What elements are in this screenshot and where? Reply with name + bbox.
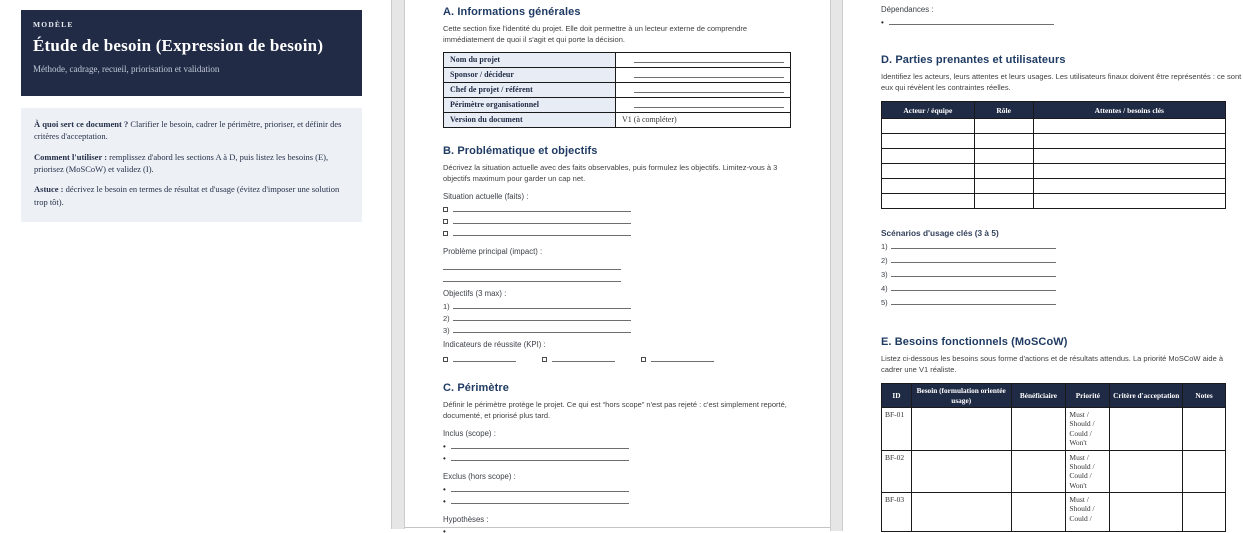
bullet-fill-line[interactable] <box>443 495 792 507</box>
fill-line[interactable] <box>552 353 615 362</box>
numbered-fill-line[interactable]: 2) <box>881 254 1243 268</box>
fill-line[interactable] <box>889 16 1054 25</box>
section-e-heading: E. Besoins fonctionnels (MoSCoW) <box>881 335 1068 348</box>
checkbox-icon[interactable] <box>641 357 646 362</box>
need-id-cell: BF-01 <box>882 408 912 451</box>
bullet-fill-line[interactable] <box>443 525 792 533</box>
empty-cell[interactable] <box>1033 119 1225 134</box>
table-row <box>444 82 791 97</box>
info-paragraph: Comment l'utiliser : remplissez d'abord les sections A à D, puis listez les besoins (E), priorisez (MoSCoW) et validez (I). <box>34 151 329 174</box>
empty-cell[interactable] <box>974 149 1033 164</box>
cover-header-banner <box>21 10 362 96</box>
fill-line[interactable] <box>451 483 629 492</box>
fill-line[interactable] <box>451 525 629 533</box>
fill-line[interactable] <box>634 69 784 78</box>
general-info-table <box>443 52 791 128</box>
table-row <box>444 112 791 127</box>
field-label-cell: Chef de projet / référent <box>444 82 616 97</box>
column-header: Rôle <box>974 102 1033 119</box>
fill-line[interactable] <box>891 254 1056 263</box>
fill-line[interactable] <box>451 452 629 461</box>
section-b-description: Décrivez la situation actuelle avec des faits observables, puis formulez les objectifs. Limitez-vous à 3 objectifs maximum pour garder un cap net. <box>443 162 778 183</box>
bullet-fill-line[interactable] <box>443 440 792 452</box>
kpi-fill-row <box>443 353 792 365</box>
column-header: Bénéficiaire <box>1011 384 1066 408</box>
info-paragraph: Astuce : décrivez le besoin en termes de résultat et d'usage (évitez d'imposer une solution trop tôt). <box>34 184 340 207</box>
page-gap <box>391 0 405 529</box>
numbered-fill-line[interactable]: 5) <box>881 296 1243 310</box>
functional-needs-table <box>881 383 1226 532</box>
priority-cell[interactable]: Must / Should / Could / Won't <box>1066 408 1110 451</box>
checkbox-fill-line[interactable] <box>542 353 615 365</box>
table-row <box>882 408 1226 451</box>
numbered-fill-line[interactable]: 1) <box>881 240 1243 254</box>
cover-kicker: MODÈLE <box>33 20 74 29</box>
empty-cell[interactable] <box>1183 493 1226 532</box>
info-paragraph: À quoi sert ce document ? Clarifier le besoin, cadrer le périmètre, prioriser, et définir des critères d'acceptation. <box>34 119 342 142</box>
checkbox-fill-line[interactable] <box>443 203 792 215</box>
fill-line[interactable] <box>634 54 784 63</box>
checkbox-icon[interactable] <box>443 231 448 236</box>
fill-line[interactable] <box>453 215 631 224</box>
column-header: ID <box>882 384 912 408</box>
field-value-cell[interactable] <box>616 97 791 112</box>
checkbox-fill-line[interactable] <box>443 215 792 227</box>
table-header-row <box>882 102 1226 119</box>
empty-cell[interactable] <box>974 179 1033 194</box>
fill-line[interactable] <box>451 495 629 504</box>
field-label-cell: Nom du projet <box>444 52 616 67</box>
empty-cell[interactable] <box>1033 134 1225 149</box>
bullet-fill-line[interactable] <box>881 16 1243 28</box>
section-b-heading: B. Problématique et objectifs <box>443 144 598 157</box>
empty-cell[interactable] <box>1033 164 1225 179</box>
empty-cell[interactable] <box>974 194 1033 209</box>
empty-cell[interactable] <box>882 194 975 209</box>
objectives-label: Objectifs (3 max) : <box>443 289 507 299</box>
section-d-heading: D. Parties prenantes et utilisateurs <box>881 53 1066 66</box>
section-a-description: Cette section fixe l'identité du projet. Elle doit permettre à un lecteur externe de comprendre immédiatement de quoi il s'agit et qui porte la décision. <box>443 24 748 45</box>
table-row <box>444 67 791 82</box>
table-header-row <box>882 384 1226 408</box>
fill-line[interactable] <box>443 273 621 282</box>
page-1[interactable] <box>0 0 391 533</box>
checkbox-fill-line[interactable] <box>641 353 714 365</box>
table-row <box>882 119 1226 134</box>
table-row <box>882 194 1226 209</box>
scenarios-label: Scénarios d'usage clés (3 à 5) <box>881 228 999 239</box>
fill-line[interactable] <box>891 282 1056 291</box>
hypotheses-label: Hypothèses : <box>443 514 489 524</box>
empty-cell[interactable] <box>882 149 975 164</box>
need-id-cell: BF-03 <box>882 493 912 532</box>
numbered-fill-line[interactable]: 4) <box>881 282 1243 296</box>
fill-line[interactable] <box>451 440 629 449</box>
empty-cell[interactable] <box>911 493 1011 532</box>
column-header: Besoin (formulation orientée usage) <box>911 384 1011 408</box>
empty-cell[interactable] <box>1011 493 1066 532</box>
fill-line[interactable] <box>634 84 784 93</box>
checkbox-icon[interactable] <box>443 219 448 224</box>
table-row <box>882 134 1226 149</box>
fill-line-row[interactable] <box>443 261 792 273</box>
empty-cell[interactable] <box>1011 450 1066 493</box>
fill-line[interactable] <box>443 261 621 270</box>
empty-cell[interactable] <box>882 179 975 194</box>
numbered-fill-line[interactable]: 3) <box>881 268 1243 282</box>
usage-info-box <box>21 108 362 222</box>
table-row <box>882 493 1226 532</box>
checkbox-fill-line[interactable] <box>443 353 516 365</box>
priority-cell[interactable]: Must / Should / Could / Won't <box>1066 450 1110 493</box>
fill-line[interactable] <box>453 353 516 362</box>
empty-cell[interactable] <box>1183 408 1226 451</box>
column-header: Attentes / besoins clés <box>1033 102 1225 119</box>
dependances-label: Dépendances : <box>881 5 934 14</box>
numbered-fill-line[interactable]: 2) <box>443 312 792 324</box>
field-label-cell: Sponsor / décideur <box>444 67 616 82</box>
empty-cell[interactable] <box>1033 179 1225 194</box>
empty-cell[interactable] <box>974 164 1033 179</box>
field-label-cell: Périmètre organisationnel <box>444 97 616 112</box>
bullet-fill-line[interactable] <box>443 452 792 464</box>
exclus-label: Exclus (hors scope) : <box>443 471 516 481</box>
checkbox-icon[interactable] <box>542 357 547 362</box>
empty-cell[interactable] <box>882 164 975 179</box>
checkbox-icon[interactable] <box>443 207 448 212</box>
fill-line[interactable] <box>891 240 1056 249</box>
kpi-label: Indicateurs de réussite (KPI) : <box>443 340 546 350</box>
page-2[interactable] <box>405 0 830 528</box>
column-header: Acteur / équipe <box>882 102 975 119</box>
table-row <box>444 97 791 112</box>
section-a-heading: A. Informations générales <box>443 6 581 18</box>
table-row <box>882 450 1226 493</box>
table-row <box>882 164 1226 179</box>
column-header: Priorité <box>1066 384 1110 408</box>
priority-cell[interactable]: Must / Should / Could / <box>1066 493 1110 532</box>
empty-cell[interactable] <box>974 119 1033 134</box>
empty-cell[interactable] <box>974 134 1033 149</box>
fill-line[interactable] <box>453 300 631 309</box>
empty-cell[interactable] <box>1183 450 1226 493</box>
empty-cell[interactable] <box>882 134 975 149</box>
table-row <box>882 179 1226 194</box>
fill-line-row[interactable] <box>443 273 792 285</box>
document-subtitle: Méthode, cadrage, recueil, priorisation et validation <box>33 64 220 74</box>
problem-label: Problème principal (impact) : <box>443 246 543 256</box>
empty-cell[interactable] <box>1110 408 1183 451</box>
table-row <box>444 52 791 67</box>
section-d-description: Identifiez les acteurs, leurs attentes et leurs usages. Les utilisateurs finaux doivent être représentés : ce sont eux qui révèlent les contraintes réelles. <box>881 71 1242 92</box>
fill-line[interactable] <box>453 312 631 321</box>
section-e-description: Listez ci-dessous les besoins sous forme d'actions et de résultats attendus. La priorité MoSCoW aide à cadrer une V1 réaliste. <box>881 353 1224 374</box>
page-3[interactable] <box>843 0 1243 533</box>
bullet-fill-line[interactable] <box>443 483 792 495</box>
field-label-cell: Version du document <box>444 112 616 127</box>
field-value-cell[interactable]: V1 (à compléter) <box>616 112 791 127</box>
stakeholders-table <box>881 101 1226 209</box>
checkbox-icon[interactable] <box>443 357 448 362</box>
situation-label: Situation actuelle (faits) : <box>443 192 529 201</box>
fill-line[interactable] <box>453 203 631 212</box>
section-c-heading: C. Périmètre <box>443 381 510 394</box>
page-gap <box>830 0 843 531</box>
field-value-cell[interactable] <box>616 52 791 67</box>
fill-line[interactable] <box>453 324 631 333</box>
document-title: Étude de besoin (Expression de besoin) <box>33 36 324 55</box>
fill-line[interactable] <box>891 296 1056 305</box>
need-id-cell: BF-02 <box>882 450 912 493</box>
empty-cell[interactable] <box>911 450 1011 493</box>
numbered-fill-line[interactable]: 3) <box>443 324 792 336</box>
column-header: Notes <box>1183 384 1226 408</box>
numbered-fill-line[interactable]: 1) <box>443 300 792 312</box>
fill-line[interactable] <box>651 353 714 362</box>
checkbox-fill-line[interactable] <box>443 227 792 239</box>
fill-line[interactable] <box>453 227 631 236</box>
section-c-description: Définir le périmètre protège le projet. Ce qui est “hors scope” n'est pas rejeté : c'est simplement reporté, documenté, et priorisé plus tard. <box>443 399 787 420</box>
column-header: Critère d'acceptation <box>1110 384 1183 408</box>
fill-line[interactable] <box>634 99 784 108</box>
empty-cell[interactable] <box>1033 149 1225 164</box>
empty-cell[interactable] <box>882 119 975 134</box>
empty-cell[interactable] <box>1110 493 1183 532</box>
inclus-label: Inclus (scope) : <box>443 429 496 439</box>
empty-cell[interactable] <box>1033 194 1225 209</box>
table-row <box>882 149 1226 164</box>
fill-line[interactable] <box>891 268 1056 277</box>
field-value-cell[interactable] <box>616 82 791 97</box>
empty-cell[interactable] <box>911 408 1011 451</box>
empty-cell[interactable] <box>1011 408 1066 451</box>
field-value-cell[interactable] <box>616 67 791 82</box>
empty-cell[interactable] <box>1110 450 1183 493</box>
